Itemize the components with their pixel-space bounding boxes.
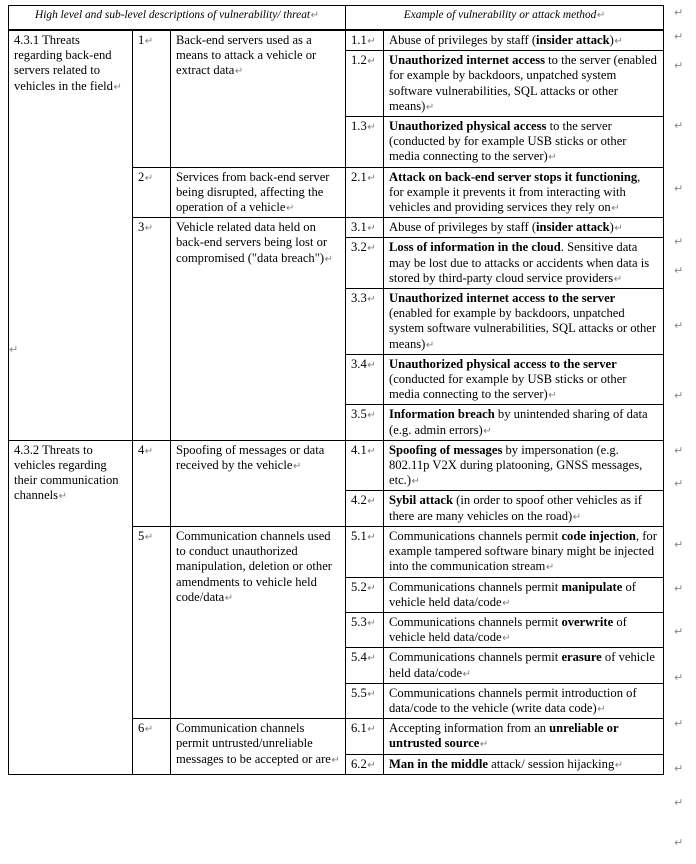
example-id-cell [346, 648, 384, 683]
example-text-cell: Information breach by unintended sharing of data (e.g. admin errors)↵ [384, 405, 664, 440]
return-mark-icon: ↵ [425, 339, 435, 351]
example-id: 3.4 [351, 356, 367, 371]
example-text-cell: Communications channels permit introduction of data/code to the vehicle (write data code)↵ [384, 683, 664, 718]
example-id-cell [346, 238, 384, 289]
return-mark-icon: ↵ [367, 172, 376, 184]
return-mark-icon: ↵ [502, 633, 511, 645]
example-text-cell: Communications channels permit code injection, for example tampered software binary might be injected into the communication stream↵ [384, 526, 664, 577]
section-label-cell [9, 30, 133, 440]
table-row [9, 440, 664, 491]
example-id: 5.1 [351, 528, 367, 543]
header-label-examples: Example of vulnerability or attack method [403, 9, 597, 21]
margin-return-mark-icon: ↵ [674, 59, 684, 72]
return-mark-icon: ↵ [367, 724, 376, 736]
threat-number: 6 [138, 721, 145, 736]
margin-return-mark-icon: ↵ [674, 762, 684, 775]
return-mark-icon: ↵ [367, 496, 376, 508]
example-text-cell: Unauthorized physical access to the server (conducted by for example USB sticks or other media connecting to the server)↵ [384, 117, 664, 168]
return-mark-icon: ↵ [479, 739, 489, 751]
table-row [9, 30, 664, 51]
emphasis-text: Loss of information in the cloud [389, 240, 561, 255]
threat-number-cell [133, 440, 171, 526]
return-mark-icon: ↵ [483, 425, 492, 437]
example-id: 3.5 [351, 407, 367, 422]
example-text-cell: Unauthorized internet access to the server (enabled for example by backdoors, unpatched system software vulnerabilities, SQL attacks or other means)↵ [384, 289, 664, 355]
return-mark-icon: ↵ [144, 531, 154, 543]
emphasis-text: Unauthorized physical access to the server [389, 356, 617, 371]
example-id-cell [346, 577, 384, 612]
return-mark-icon: ↵ [292, 461, 302, 473]
margin-return-mark-icon: ↵ [674, 319, 684, 332]
emphasis-text: Sybil attack [389, 493, 454, 508]
example-id-cell [346, 683, 384, 718]
return-mark-icon: ↵ [144, 36, 154, 47]
example-id-cell [346, 117, 384, 168]
margin-return-mark-icon: ↵ [674, 182, 684, 195]
return-mark-icon: ↵ [425, 101, 435, 113]
return-mark-icon: ↵ [144, 172, 154, 184]
return-mark-icon: ↵ [611, 203, 620, 215]
threat-number: 5 [138, 528, 145, 543]
margin-return-mark-icon: ↵ [674, 477, 684, 490]
return-mark-icon: ↵ [367, 359, 376, 371]
example-id: 6.2 [351, 756, 367, 771]
threat-number-cell [133, 167, 171, 218]
return-mark-icon: ↵ [367, 56, 376, 68]
table-header [9, 6, 664, 31]
threat-description: Back-end servers used as a means to attack a vehicle or extract data [176, 33, 317, 78]
example-id-cell [346, 30, 384, 51]
margin-return-mark-icon: ↵ [674, 796, 684, 809]
threat-description: Communication channels permit untrusted/unreliable messages to be accepted or are [176, 721, 331, 766]
example-id-cell [346, 719, 384, 754]
return-mark-icon: ↵ [324, 253, 333, 265]
threat-description-cell [171, 30, 346, 167]
margin-return-mark-icon: ↵ [674, 264, 684, 277]
return-mark-icon: ↵ [58, 491, 67, 503]
emphasis-text: Spoofing of messages [389, 442, 503, 457]
emphasis-text: Unauthorized internet access to the server [389, 291, 616, 306]
threat-description-cell [171, 526, 346, 718]
return-mark-icon: ↵ [614, 223, 623, 235]
example-id-cell [346, 612, 384, 647]
example-text-cell: Attack on back-end server stops it functioning, for example it prevents it from interacting with vehicles and providing services they rely on↵ [384, 167, 664, 218]
margin-return-mark-icon: ↵ [9, 343, 19, 356]
example-text-cell: Communications channels permit overwrite of vehicle held data/code↵ [384, 612, 664, 647]
threat-description-cell [171, 218, 346, 441]
example-text-cell: Communications channels permit manipulate of vehicle held data/code↵ [384, 577, 664, 612]
return-mark-icon: ↵ [572, 511, 582, 523]
threat-number: 2 [138, 169, 145, 184]
emphasis-text: Attack on back-end server stops it functioning [389, 169, 638, 184]
example-id-cell [346, 51, 384, 117]
margin-return-mark-icon: ↵ [674, 119, 684, 132]
margin-return-mark-icon: ↵ [674, 671, 684, 684]
threat-number-cell [133, 30, 171, 167]
example-text-cell: Unauthorized physical access to the server (conducted for example by USB sticks or other media connecting to the server)↵ [384, 354, 664, 405]
example-text-cell: Abuse of privileges by staff (insider attack)↵ [384, 218, 664, 238]
return-mark-icon: ↵ [224, 592, 234, 604]
example-text-cell: Spoofing of messages by impersonation (e.g. 802.11p V2X during platooning, GNSS messages, etc.)↵ [384, 440, 664, 491]
example-text-cell: Abuse of privileges by staff (insider attack)↵ [384, 30, 664, 51]
margin-return-mark-icon: ↵ [674, 582, 684, 595]
emphasis-text: manipulate [561, 579, 623, 594]
return-mark-icon: ↵ [367, 243, 376, 255]
threat-number: 1 [138, 33, 145, 47]
emphasis-text: Man in the middle [389, 756, 489, 771]
example-id: 2.1 [351, 169, 367, 184]
table-body [9, 30, 664, 774]
return-mark-icon: ↵ [367, 294, 376, 306]
return-mark-icon: ↵ [367, 617, 376, 629]
example-id: 6.1 [351, 721, 367, 736]
example-id-cell [346, 440, 384, 491]
emphasis-text: insider attack [536, 220, 610, 235]
example-text-cell: Sybil attack (in order to spoof other vehicles as if there are many vehicles on the road)↵ [384, 491, 664, 526]
return-mark-icon: ↵ [597, 703, 606, 715]
return-mark-icon: ↵ [367, 531, 376, 543]
threat-description-cell [171, 167, 346, 218]
return-mark-icon: ↵ [367, 653, 376, 665]
example-id: 3.2 [351, 240, 367, 255]
table-header-row [9, 6, 664, 31]
return-mark-icon: ↵ [144, 223, 154, 235]
return-mark-icon: ↵ [367, 122, 376, 134]
example-id-cell [346, 526, 384, 577]
margin-return-mark-icon: ↵ [674, 538, 684, 551]
example-text-cell: Unauthorized internet access to the server (enabled for example by backdoors, unpatched system software vulnerabilities, SQL attacks or other means)↵ [384, 51, 664, 117]
return-mark-icon: ↵ [502, 597, 511, 609]
example-id: 1.1 [351, 33, 367, 47]
threat-description: Communication channels used to conduct unauthorized manipulation, deletion or other amendments to vehicle held code/data [176, 528, 332, 604]
example-id: 5.3 [351, 614, 367, 629]
example-id: 5.4 [351, 650, 367, 665]
example-text-cell: Loss of information in the cloud. Sensitive data may be lost due to attacks or accidents when data is stored by third-party cloud service providers↵ [384, 238, 664, 289]
margin-return-mark-icon: ↵ [674, 235, 684, 248]
return-mark-icon: ↵ [548, 152, 557, 164]
return-mark-icon: ↵ [367, 36, 376, 47]
example-id-cell [346, 218, 384, 238]
return-mark-icon: ↵ [596, 10, 606, 21]
example-text-cell: Communications channels permit erasure of vehicle held data/code↵ [384, 648, 664, 683]
return-mark-icon: ↵ [285, 203, 295, 215]
emphasis-text: erasure [561, 650, 602, 665]
threat-description-cell [171, 719, 346, 775]
section-label-cell [9, 440, 133, 774]
emphasis-text: insider attack [536, 33, 610, 47]
emphasis-text: Unauthorized physical access [389, 119, 547, 134]
example-id-cell [346, 754, 384, 774]
example-id-cell [346, 167, 384, 218]
emphasis-text: code injection [561, 528, 636, 543]
emphasis-text: Unauthorized internet access [389, 53, 545, 68]
threat-number-cell [133, 526, 171, 718]
margin-return-mark-icon: ↵ [674, 30, 684, 43]
return-mark-icon: ↵ [462, 668, 471, 680]
example-id: 3.1 [351, 220, 367, 235]
return-mark-icon: ↵ [545, 562, 555, 574]
return-mark-icon: ↵ [367, 410, 376, 422]
vulnerability-threat-table [8, 5, 664, 775]
section-label: 4.3.2 Threats to vehicles regarding their communication channels [14, 442, 119, 503]
threat-description: Services from back-end server being disrupted, affecting the operation of a vehicle [176, 169, 330, 215]
return-mark-icon: ↵ [411, 476, 420, 488]
return-mark-icon: ↵ [367, 223, 376, 235]
margin-return-mark-icon: ↵ [674, 389, 684, 402]
return-mark-icon: ↵ [367, 688, 376, 700]
example-id: 3.3 [351, 291, 367, 306]
return-mark-icon: ↵ [367, 582, 376, 594]
return-mark-icon: ↵ [144, 724, 154, 736]
return-mark-icon: ↵ [331, 754, 340, 766]
section-label: 4.3.1 Threats regarding back-end servers related to vehicles in the field [14, 33, 113, 93]
return-mark-icon: ↵ [548, 390, 557, 402]
return-mark-icon: ↵ [310, 10, 319, 21]
margin-return-mark-icon: ↵ [674, 836, 684, 849]
threat-number: 3 [138, 220, 145, 235]
threat-number-cell [133, 719, 171, 775]
example-id: 5.5 [351, 685, 367, 700]
threat-number-cell [133, 218, 171, 441]
margin-return-mark-icon: ↵ [674, 444, 684, 457]
header-cell-descriptions [9, 6, 346, 31]
threat-number: 4 [138, 442, 145, 457]
example-id-cell [346, 354, 384, 405]
example-id: 5.2 [351, 579, 367, 594]
emphasis-text: unreliable or untrusted source [389, 721, 619, 751]
margin-return-mark-icon: ↵ [674, 717, 684, 730]
threat-description: Spoofing of messages or data received by the vehicle [176, 442, 325, 473]
example-id: 4.1 [351, 442, 367, 457]
emphasis-text: Information breach [389, 407, 495, 422]
example-id-cell [346, 289, 384, 355]
example-id: 1.2 [351, 53, 367, 68]
return-mark-icon: ↵ [614, 36, 623, 47]
example-text-cell: Man in the middle attack/ session hijacking↵ [384, 754, 664, 774]
return-mark-icon: ↵ [367, 759, 376, 771]
return-mark-icon: ↵ [613, 273, 623, 285]
example-id-cell [346, 405, 384, 440]
return-mark-icon: ↵ [234, 66, 244, 78]
margin-return-mark-icon: ↵ [674, 625, 684, 638]
emphasis-text: overwrite [561, 614, 614, 629]
threat-description: Vehicle related data held on back-end servers being lost or compromised ("data breach") [176, 220, 328, 265]
example-text-cell: Accepting information from an unreliable or untrusted source↵ [384, 719, 664, 754]
header-cell-examples [346, 6, 664, 31]
header-label-descriptions: High level and sub-level descriptions of vulnerability/ threat [34, 9, 311, 21]
example-id: 1.3 [351, 119, 367, 134]
margin-return-mark-icon: ↵ [674, 6, 684, 19]
example-id: 4.2 [351, 493, 367, 508]
return-mark-icon: ↵ [367, 445, 376, 457]
threat-description-cell [171, 440, 346, 526]
example-id-cell [346, 491, 384, 526]
return-mark-icon: ↵ [113, 81, 122, 93]
return-mark-icon: ↵ [144, 445, 154, 457]
return-mark-icon: ↵ [614, 759, 624, 771]
